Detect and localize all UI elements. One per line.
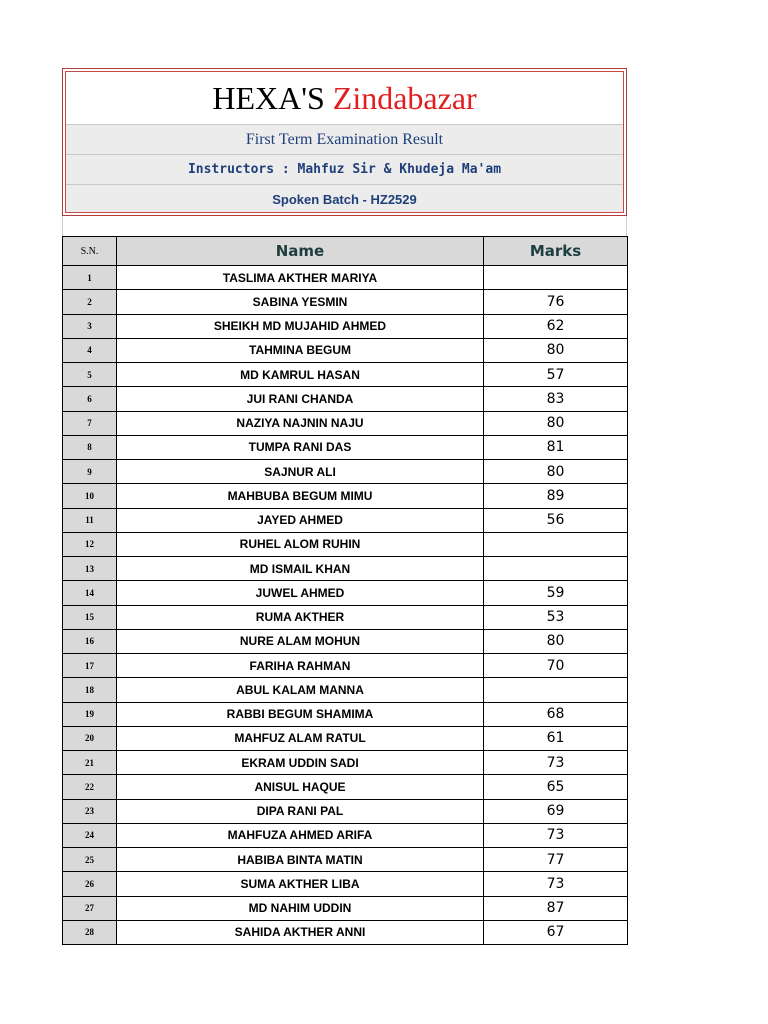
marks-cell: 59 <box>484 581 628 605</box>
title-accent: Zindabazar <box>332 80 477 116</box>
batch-text: Spoken Batch - HZ2529 <box>272 192 417 207</box>
serial-number-cell: 1 <box>63 266 117 290</box>
instructors-row <box>66 154 623 184</box>
serial-number-cell: 19 <box>63 702 117 726</box>
student-name-cell: MD KAMRUL HASAN <box>117 363 484 387</box>
title-row <box>66 72 623 124</box>
marks-cell: 67 <box>484 920 628 944</box>
table-row <box>63 775 628 799</box>
marks-cell <box>484 678 628 702</box>
marks-cell <box>484 266 628 290</box>
marks-cell: 62 <box>484 314 628 338</box>
marks-cell: 89 <box>484 484 628 508</box>
serial-number-cell: 24 <box>63 823 117 847</box>
table-row <box>63 751 628 775</box>
marks-cell: 80 <box>484 460 628 484</box>
student-name-cell: SHEIKH MD MUJAHID AHMED <box>117 314 484 338</box>
marks-cell: 83 <box>484 387 628 411</box>
marks-cell: 73 <box>484 751 628 775</box>
subtitle-row <box>66 124 623 154</box>
serial-number-cell: 5 <box>63 363 117 387</box>
student-name-cell: SAJNUR ALI <box>117 460 484 484</box>
student-name-cell: SAHIDA AKTHER ANNI <box>117 920 484 944</box>
serial-number-cell: 20 <box>63 726 117 750</box>
serial-number-cell: 3 <box>63 314 117 338</box>
table-row <box>63 799 628 823</box>
student-name-cell: RUMA AKTHER <box>117 605 484 629</box>
marks-cell: 80 <box>484 338 628 362</box>
student-name-cell: JUI RANI CHANDA <box>117 387 484 411</box>
marks-cell: 69 <box>484 799 628 823</box>
marks-cell: 56 <box>484 508 628 532</box>
table-row <box>63 338 628 362</box>
student-name-cell: HABIBA BINTA MATIN <box>117 848 484 872</box>
marks-cell: 76 <box>484 290 628 314</box>
student-name-cell: MAHBUBA BEGUM MIMU <box>117 484 484 508</box>
student-name-cell: ABUL KALAM MANNA <box>117 678 484 702</box>
student-name-cell: EKRAM UDDIN SADI <box>117 751 484 775</box>
serial-number-cell: 12 <box>63 532 117 556</box>
serial-number-cell: 13 <box>63 557 117 581</box>
marks-cell: 70 <box>484 654 628 678</box>
table-row <box>63 872 628 896</box>
table-row <box>63 532 628 556</box>
page-title <box>212 80 476 116</box>
serial-number-cell: 23 <box>63 799 117 823</box>
student-name-cell: JAYED AHMED <box>117 508 484 532</box>
marks-cell: 61 <box>484 726 628 750</box>
student-name-cell: NAZIYA NAJNIN NAJU <box>117 411 484 435</box>
student-name-cell: RABBI BEGUM SHAMIMA <box>117 702 484 726</box>
student-name-cell: TAHMINA BEGUM <box>117 338 484 362</box>
marks-cell: 80 <box>484 629 628 653</box>
title-main: HEXA'S <box>212 80 325 116</box>
student-name-cell: MD NAHIM UDDIN <box>117 896 484 920</box>
table-row <box>63 387 628 411</box>
marks-cell: 68 <box>484 702 628 726</box>
table-row <box>63 823 628 847</box>
student-name-cell: NURE ALAM MOHUN <box>117 629 484 653</box>
column-header-marks: Marks <box>484 237 628 266</box>
table-row <box>63 848 628 872</box>
serial-number-cell: 7 <box>63 411 117 435</box>
serial-number-cell: 25 <box>63 848 117 872</box>
table-row <box>63 484 628 508</box>
table-row <box>63 314 628 338</box>
student-name-cell: JUWEL AHMED <box>117 581 484 605</box>
marks-cell: 53 <box>484 605 628 629</box>
marks-cell: 73 <box>484 823 628 847</box>
marks-cell <box>484 557 628 581</box>
table-row <box>63 654 628 678</box>
serial-number-cell: 26 <box>63 872 117 896</box>
serial-number-cell: 21 <box>63 751 117 775</box>
exam-subtitle: First Term Examination Result <box>245 131 444 148</box>
serial-number-cell: 10 <box>63 484 117 508</box>
column-header-name: Name <box>117 237 484 266</box>
student-name-cell: RUHEL ALOM RUHIN <box>117 532 484 556</box>
marks-cell <box>484 532 628 556</box>
student-name-cell: SABINA YESMIN <box>117 290 484 314</box>
serial-number-cell: 4 <box>63 338 117 362</box>
serial-number-cell: 2 <box>63 290 117 314</box>
table-row <box>63 508 628 532</box>
student-name-cell: MAHFUZ ALAM RATUL <box>117 726 484 750</box>
student-name-cell: MAHFUZA AHMED ARIFA <box>117 823 484 847</box>
student-name-cell: FARIHA RAHMAN <box>117 654 484 678</box>
marks-cell: 87 <box>484 896 628 920</box>
serial-number-cell: 18 <box>63 678 117 702</box>
table-row <box>63 896 628 920</box>
table-row <box>63 363 628 387</box>
table-row <box>63 581 628 605</box>
results-table <box>62 236 628 945</box>
table-row <box>63 920 628 944</box>
column-header-sn: S.N. <box>63 237 117 266</box>
serial-number-cell: 9 <box>63 460 117 484</box>
student-name-cell: TUMPA RANI DAS <box>117 435 484 459</box>
table-row <box>63 435 628 459</box>
table-row <box>63 605 628 629</box>
serial-number-cell: 16 <box>63 629 117 653</box>
serial-number-cell: 11 <box>63 508 117 532</box>
marks-cell: 57 <box>484 363 628 387</box>
table-row <box>63 557 628 581</box>
serial-number-cell: 14 <box>63 581 117 605</box>
marks-cell: 65 <box>484 775 628 799</box>
marks-cell: 73 <box>484 872 628 896</box>
table-row <box>63 629 628 653</box>
table-row <box>63 460 628 484</box>
result-header <box>62 68 627 216</box>
table-row <box>63 290 628 314</box>
serial-number-cell: 22 <box>63 775 117 799</box>
table-body <box>63 266 628 945</box>
table-row <box>63 726 628 750</box>
batch-row <box>66 184 623 214</box>
table-header-row <box>63 237 628 266</box>
table-row <box>63 411 628 435</box>
marks-cell: 80 <box>484 411 628 435</box>
spacer-row <box>62 216 627 236</box>
instructors-text: Instructors : Mahfuz Sir & Khudeja Ma'am <box>187 162 502 177</box>
table-row <box>63 702 628 726</box>
student-name-cell: ANISUL HAQUE <box>117 775 484 799</box>
result-header-inner <box>65 71 624 213</box>
table-row <box>63 678 628 702</box>
marks-cell: 81 <box>484 435 628 459</box>
serial-number-cell: 17 <box>63 654 117 678</box>
serial-number-cell: 6 <box>63 387 117 411</box>
student-name-cell: SUMA AKTHER LIBA <box>117 872 484 896</box>
serial-number-cell: 28 <box>63 920 117 944</box>
serial-number-cell: 27 <box>63 896 117 920</box>
student-name-cell: MD ISMAIL KHAN <box>117 557 484 581</box>
student-name-cell: DIPA RANI PAL <box>117 799 484 823</box>
marks-cell: 77 <box>484 848 628 872</box>
student-name-cell: TASLIMA AKTHER MARIYA <box>117 266 484 290</box>
serial-number-cell: 15 <box>63 605 117 629</box>
table-row <box>63 266 628 290</box>
serial-number-cell: 8 <box>63 435 117 459</box>
